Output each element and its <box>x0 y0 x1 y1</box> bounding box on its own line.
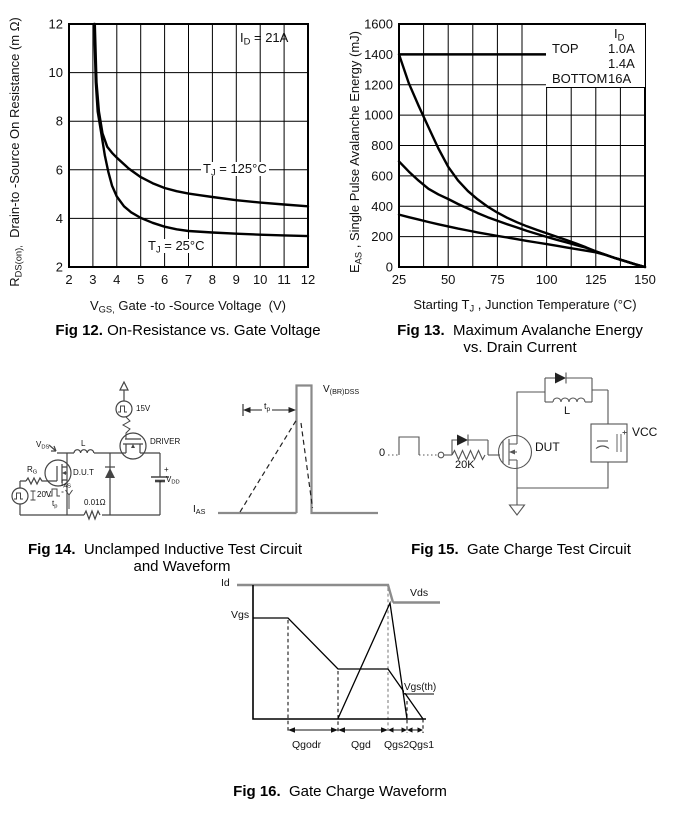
fig15-gate-charge-test-circuit-drawing <box>375 365 680 540</box>
y-tick-label: 200 <box>371 229 393 245</box>
fig15-caption: Fig 15. Gate Charge Test Circuit <box>411 541 631 558</box>
vds-probe-arrow <box>49 445 56 451</box>
fig15-dut-label: DUT <box>535 440 560 454</box>
fig14-ias-label: $I_{AS}$ <box>61 479 71 490</box>
shunt-resistor <box>84 511 100 519</box>
voltage-indicator-20v <box>31 491 36 500</box>
fig14-rg-label: $R_G$ <box>27 465 38 476</box>
y-tick-label: 2 <box>55 259 63 275</box>
fig16-gate-charge-waveform-drawing <box>180 575 480 775</box>
x-tick-label: 25 <box>391 272 407 287</box>
fig13-caption-line2: vs. Drain Current <box>463 339 577 356</box>
x-tick-label: 12 <box>300 272 316 287</box>
y-tick-label: 4 <box>55 210 63 226</box>
fig15-20k-label: 20K <box>455 459 475 471</box>
driver-gate-squiggle <box>123 417 130 439</box>
return-wire <box>517 462 608 505</box>
x-tick-label: 10 <box>252 272 268 287</box>
fig14-inductor-label: L <box>81 439 86 448</box>
fig13-legend-header: $I_D$ <box>614 26 625 43</box>
x-tick-label: 75 <box>490 272 505 287</box>
ground-symbol <box>510 505 525 515</box>
y-tick-label: 1200 <box>364 77 393 93</box>
x-tick-label: 3 <box>89 272 97 287</box>
fig16-caption: Fig 16. Gate Charge Waveform <box>233 783 447 800</box>
y-tick-label: 1600 <box>364 16 393 32</box>
x-tick-label: 125 <box>584 272 607 287</box>
fig16-vgsth-label: Vgs(th) <box>404 682 437 693</box>
x-tick-label: 150 <box>634 272 656 287</box>
input-terminal <box>438 452 444 458</box>
fig16-vds-label: Vds <box>410 587 429 599</box>
fig14-wave-ias-label: $I_{AS}$ <box>193 504 206 517</box>
fig14-caption-line2: and Waveform <box>133 558 231 575</box>
x-tick-label: 4 <box>113 272 121 287</box>
pulse-generator-20v <box>12 488 28 515</box>
fig13-x-axis-title: Starting $T_J$ , Junction Temperature (°C) <box>413 297 637 314</box>
fig13-legend-row-bottom: BOTTOM 16A <box>552 71 632 86</box>
y-tick-label: 600 <box>371 168 393 184</box>
avalanche-waveform <box>218 386 378 514</box>
drain-wire <box>517 392 545 435</box>
fig14-caption: Fig 14. Unclamped Inductive Test Circuit <box>27 541 302 558</box>
y-tick-label: 400 <box>371 198 393 214</box>
fig12-y-axis-title: $R_{DS(on),}$ Drain-to -Source On Resistance (m Ω) <box>7 17 24 287</box>
y-tick-label: 800 <box>371 138 393 153</box>
y-tick-label: 6 <box>55 162 63 178</box>
x-tick-label: 6 <box>160 272 169 287</box>
input-pulse-glyph <box>388 437 437 455</box>
clamp-diode <box>545 373 592 384</box>
fig13-caption: Fig 13. Maximum Avalanche Energy <box>397 322 643 339</box>
y-tick-label: 0 <box>385 259 393 275</box>
inductor-coil <box>74 450 94 453</box>
fig14-vds-label: $V_{DS}$ <box>36 440 50 451</box>
x-tick-label: 8 <box>208 272 217 287</box>
x-tick-label: 50 <box>440 272 456 287</box>
fig14-plus-label: + <box>164 465 169 474</box>
parallel-right-bracket <box>592 378 608 424</box>
fig12-curve-label-25c: $T_J = 25^\circ C$ <box>148 238 205 255</box>
fig13-legend-row-top: TOP 1.0A <box>552 41 635 56</box>
fig12-caption: Fig 12. On-Resistance vs. Gate Voltage <box>55 322 321 339</box>
fig15-zero-label: 0 <box>379 447 386 459</box>
load-inductor <box>545 398 592 402</box>
fig16-qgd-label: Qgd <box>351 739 371 751</box>
fig16-vgs-label: Vgs <box>231 609 250 621</box>
fig14-dut-label: D.U.T <box>73 468 94 477</box>
axes <box>253 585 429 719</box>
x-tick-label: 100 <box>535 272 558 287</box>
fig15-inductor-label: L <box>564 405 571 417</box>
fig16-qgs2-label: Qgs2 <box>384 739 410 751</box>
dut-mosfet-symbol <box>499 435 532 469</box>
fig16-id-label: Id <box>221 577 230 589</box>
fig14-shunt-label: 0.01Ω <box>84 498 106 507</box>
fig16-qgodr-label: Qgodr <box>292 739 322 751</box>
x-tick-label: 2 <box>65 272 73 287</box>
freewheel-diode <box>105 453 115 515</box>
fig14-vdd-label: $V_{DD}$ <box>166 475 180 486</box>
fig16-qgs1-label: Qgs1 <box>409 739 435 751</box>
fig14-minus-label: - <box>159 477 162 486</box>
y-tick-label: 1000 <box>364 107 393 123</box>
fig12-annotation-id: $I_D = 21A$ <box>240 30 289 47</box>
dashed-markers <box>288 620 423 733</box>
fig14-tp-label: $t_p$ <box>52 499 58 510</box>
fig13-legend-row-mid: 1.4A <box>608 56 635 71</box>
series-curve <box>95 24 308 206</box>
fig14-driver-label: DRIVER <box>150 437 181 446</box>
fig14-20v-label: 20V <box>37 490 52 499</box>
fig12-x-axis-title: $V_{GS,}$ Gate -to -Source Voltage (V) <box>89 298 287 315</box>
x-tick-label: 9 <box>232 272 240 287</box>
charge-dimension-arrows <box>288 727 423 733</box>
x-tick-label: 5 <box>137 272 145 287</box>
y-tick-label: 1400 <box>364 46 393 62</box>
y-tick-label: 12 <box>48 16 63 32</box>
x-tick-label: 7 <box>184 272 193 287</box>
fig14-wave-tp-label: $t_p$ <box>264 401 271 413</box>
pulse-generator-15v <box>116 382 132 417</box>
gate-wire <box>20 481 26 488</box>
fig15-vcc-label: VCC <box>632 425 658 439</box>
y-tick-label: 8 <box>55 113 63 129</box>
fig12-curve-label-125c: $T_J = 125^\circ C$ <box>203 161 267 178</box>
vcc-supply <box>591 424 627 462</box>
vds-rise-trace <box>338 603 407 719</box>
rg-resistor <box>26 478 44 484</box>
fig13-y-axis-title: $E_{AS}$ , Single Pulse Avalanche Energy (mJ) <box>347 31 364 274</box>
fig14-wave-vbrdss-label: $V_{(BR)DSS}$ <box>323 384 360 397</box>
fig13-legend <box>546 25 645 88</box>
driver-mosfet-symbol <box>120 433 146 459</box>
y-tick-label: 10 <box>48 65 63 81</box>
fig14-15v-label: 15V <box>136 404 151 413</box>
x-tick-label: 11 <box>277 272 291 287</box>
